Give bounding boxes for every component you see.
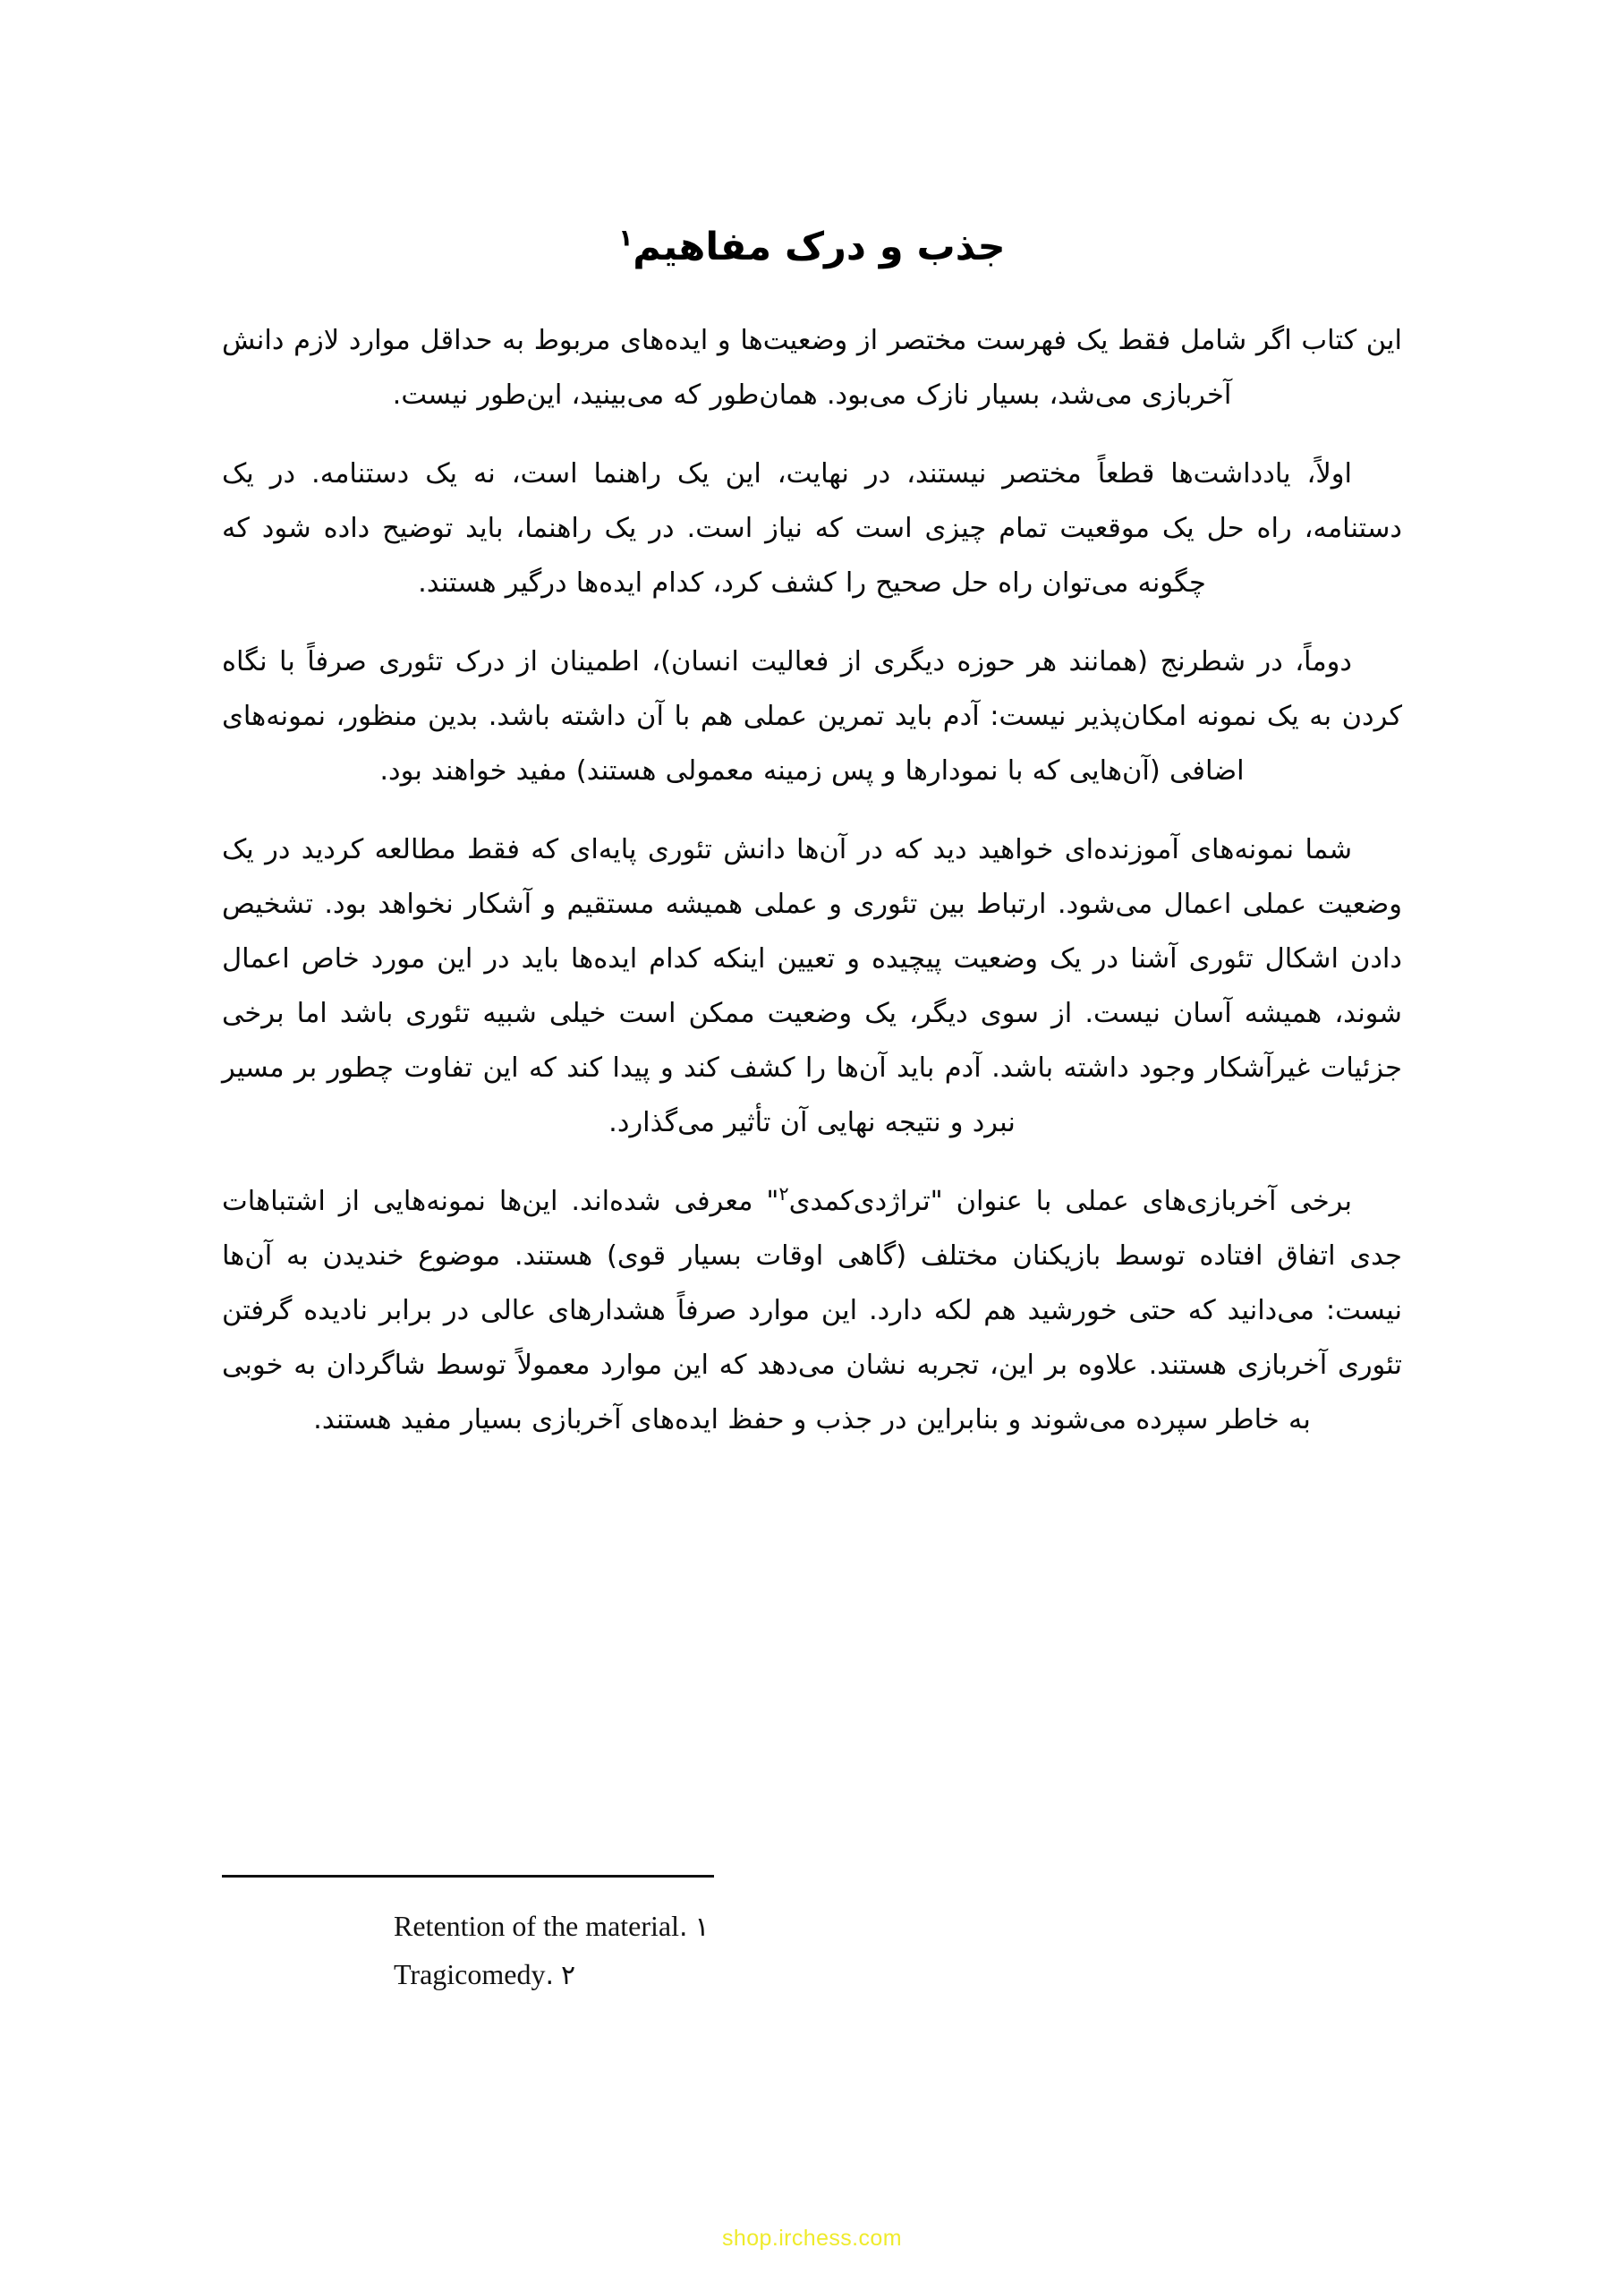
footnote-1-separator: . xyxy=(679,1912,688,1943)
footnote-item-2 xyxy=(222,1951,1402,1999)
paragraph-1: این کتاب اگر شامل فقط یک فهرست مختصر از وضعیت‌ها و ایده‌های مربوط به حداقل موارد لازم دانش آخربازی می‌شد، بسیار نازک می‌بود. همان‌طور که می‌بینید، این‌طور نیست. xyxy=(222,324,1402,411)
footnote-2-text: Tragicomedy xyxy=(394,1958,546,1990)
tragicomedy-footnote-marker: ۲ xyxy=(778,1182,789,1205)
paragraph-5-before-quote: برخی آخربازی‌های عملی با عنوان "تراژدی‌کمدی xyxy=(788,1185,1352,1217)
site-watermark-text: shop.irchess.com xyxy=(722,2226,902,2251)
footnote-1-text: Retention of the material xyxy=(394,1910,679,1942)
footnote-1-number: ۱ xyxy=(694,1912,710,1943)
page-title-text: جذب و درک مفاهیم xyxy=(633,225,1006,269)
page-title xyxy=(222,224,1402,272)
footnote-item-1 xyxy=(222,1903,1402,1951)
footnote-separator-rule xyxy=(222,1875,714,1878)
paragraph-2: اولاً، یادداشت‌ها قطعاً مختصر نیستند، در نهایت، این یک راهنما است، نه یک دستنامه. در یک دستنامه، راه حل یک موقعیت تمام چیزی است که نیاز است. در یک راهنما، باید توضیح داده شود که چگونه می‌توان راه حل صحیح را کشف کرد، کدام ایده‌ها درگیر هستند. xyxy=(222,457,1402,599)
footnote-separator-wrap xyxy=(222,1875,1402,1903)
footnote-2-separator: . xyxy=(545,1960,555,1991)
footnote-2-number: ۲ xyxy=(561,1960,576,1991)
paragraph-4: شما نمونه‌های آموزنده‌ای خواهید دید که در آن‌ها دانش تئوری پایه‌ای که فقط مطالعه کردید در یک وضعیت عملی اعمال می‌شود. ارتباط بین تئوری و عملی همیشه مستقیم و آشکار نخواهد بود. تشخیص دادن اشکال تئوری آشنا در یک وضعیت پیچیده و تعیین اینکه کدام ایده‌ها باید در این مورد خاص اعمال شوند، همیشه آسان نیست. از سوی دیگر، یک وضعیت ممکن است خیلی شبیه تئوری باشد اما برخی جزئیات غیرآشکار وجود داشته باشد. آدم باید آن‌ها را کشف کند و پیدا کند که این تفاوت چطور بر مسیر نبرد و نتیجه نهایی آن تأثیر می‌گذارد. xyxy=(222,833,1402,1138)
paragraph-3: دوماً، در شطرنج (همانند هر حوزه دیگری از فعالیت انسان)، اطمینان از درک تئوری صرفاً با نگاه کردن به یک نمونه امکان‌پذیر نیست: آدم باید تمرین عملی هم با آن داشته باشد. بدین منظور، نمونه‌های اضافی (آن‌هایی که با نمودارها و پس زمینه معمولی هستند) مفید خواهند بود. xyxy=(222,645,1402,787)
page-title-footnote-marker: ۱ xyxy=(618,225,633,252)
paragraph-5-after-quote: " معرفی شده‌اند. این‌ها نمونه‌هایی از اشتباهات جدی اتفاق افتاده توسط بازیکنان مختلف (گاهی اوقات بسیار قوی) هستند. موضوع خندیدن به آن‌ها نیست: می‌دانید که حتی خورشید هم لکه دارد. این موارد صرفاً هشدارهای عالی در برابر نادیده گرفتن تئوری آخربازی هستند. علاوه بر این، تجربه نشان می‌دهد که این موارد معمولاً توسط شاگردان به خوبی به خاطر سپرده می‌شوند و بنابراین در جذب و حفظ ایده‌های آخربازی بسیار مفید هستند. xyxy=(222,1185,1402,1435)
paragraph-5 xyxy=(222,1174,1402,1447)
footnotes-section xyxy=(222,1875,1402,1999)
site-watermark xyxy=(0,2226,1624,2252)
